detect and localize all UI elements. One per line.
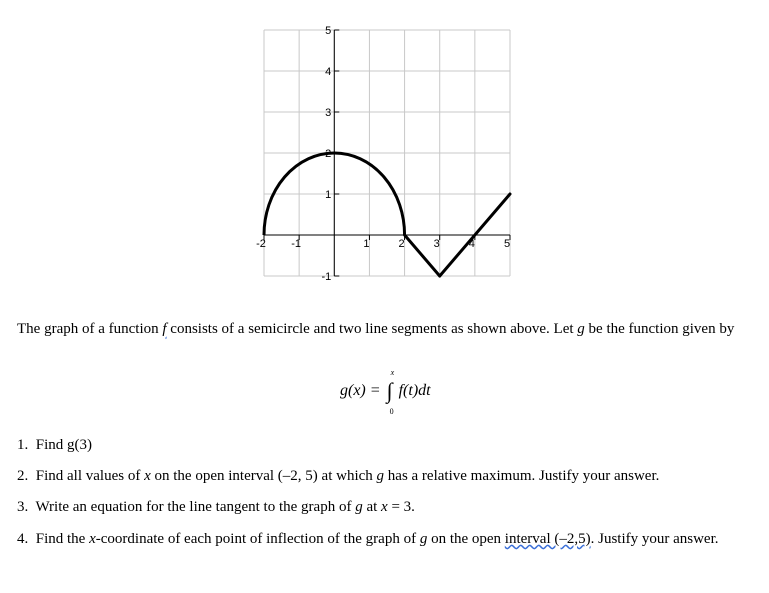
question-4 bbox=[17, 530, 757, 549]
question-number: 1. bbox=[17, 437, 29, 453]
x-tick-label: 5 bbox=[503, 238, 511, 250]
question-text: on the open bbox=[427, 531, 505, 547]
y-tick-label: 5 bbox=[325, 25, 332, 37]
question-2 bbox=[17, 467, 757, 486]
question-var: g bbox=[67, 437, 75, 453]
question-var: g bbox=[376, 468, 385, 484]
question-var: g bbox=[419, 531, 428, 547]
question-text: Find all values of bbox=[35, 468, 145, 484]
question-text: Find the bbox=[35, 531, 90, 547]
question-number: 4. bbox=[17, 531, 29, 547]
question-text: on the open interval (–2, 5) at which bbox=[150, 468, 377, 484]
y-tick-label: -1 bbox=[321, 271, 332, 283]
intro-text-1: The graph of a function bbox=[17, 321, 163, 337]
question-text: at bbox=[362, 499, 382, 515]
y-tick-label: 2 bbox=[325, 148, 332, 160]
intro-text-3: be the function given by bbox=[584, 321, 735, 337]
tick-labels bbox=[256, 25, 510, 283]
question-text: has a relative maximum. Justify your answer. bbox=[384, 468, 660, 484]
question-text: . Justify your answer. bbox=[590, 531, 719, 547]
question-text: = 3. bbox=[387, 499, 415, 515]
function-curve bbox=[264, 153, 510, 276]
lower-limit: 0 bbox=[389, 407, 394, 416]
question-text: -coordinate of each point of inflection of the graph of bbox=[95, 531, 420, 547]
x-tick-label: 1 bbox=[363, 238, 370, 250]
function-f: f bbox=[162, 321, 167, 337]
function-g: g bbox=[577, 321, 585, 337]
question-1 bbox=[17, 436, 757, 455]
question-text: interval (–2,5) bbox=[504, 531, 591, 547]
question-3 bbox=[17, 498, 757, 517]
x-tick-label: -2 bbox=[256, 238, 266, 250]
question-text: Find bbox=[35, 437, 68, 453]
problem-intro bbox=[17, 320, 757, 339]
formula-lhs: g(x) = bbox=[340, 382, 381, 399]
y-tick-label: 3 bbox=[325, 107, 332, 119]
question-var: x bbox=[144, 468, 151, 484]
x-tick-label: 3 bbox=[433, 238, 440, 250]
question-number: 2. bbox=[17, 468, 29, 484]
question-number: 3. bbox=[17, 499, 29, 515]
question-var: x bbox=[89, 531, 96, 547]
question-var: g bbox=[355, 499, 363, 515]
question-var: x bbox=[381, 499, 388, 515]
upper-limit: x bbox=[390, 368, 395, 377]
y-tick-label: 4 bbox=[325, 66, 332, 78]
integral-definition bbox=[340, 368, 431, 416]
question-text: (3) bbox=[74, 437, 93, 453]
x-tick-label: -1 bbox=[291, 238, 302, 250]
question-text: Write an equation for the line tangent to the graph of bbox=[35, 499, 356, 515]
integral-symbol: ∫ bbox=[386, 378, 393, 403]
integral-sign bbox=[386, 368, 395, 416]
y-tick-label: 1 bbox=[325, 189, 332, 201]
x-tick-label: 4 bbox=[468, 238, 475, 250]
x-tick-label: 2 bbox=[398, 238, 405, 250]
formula-integrand: f(t)dt bbox=[398, 382, 431, 399]
intro-text-2: consists of a semicircle and two line segments as shown above. Let bbox=[166, 321, 578, 337]
